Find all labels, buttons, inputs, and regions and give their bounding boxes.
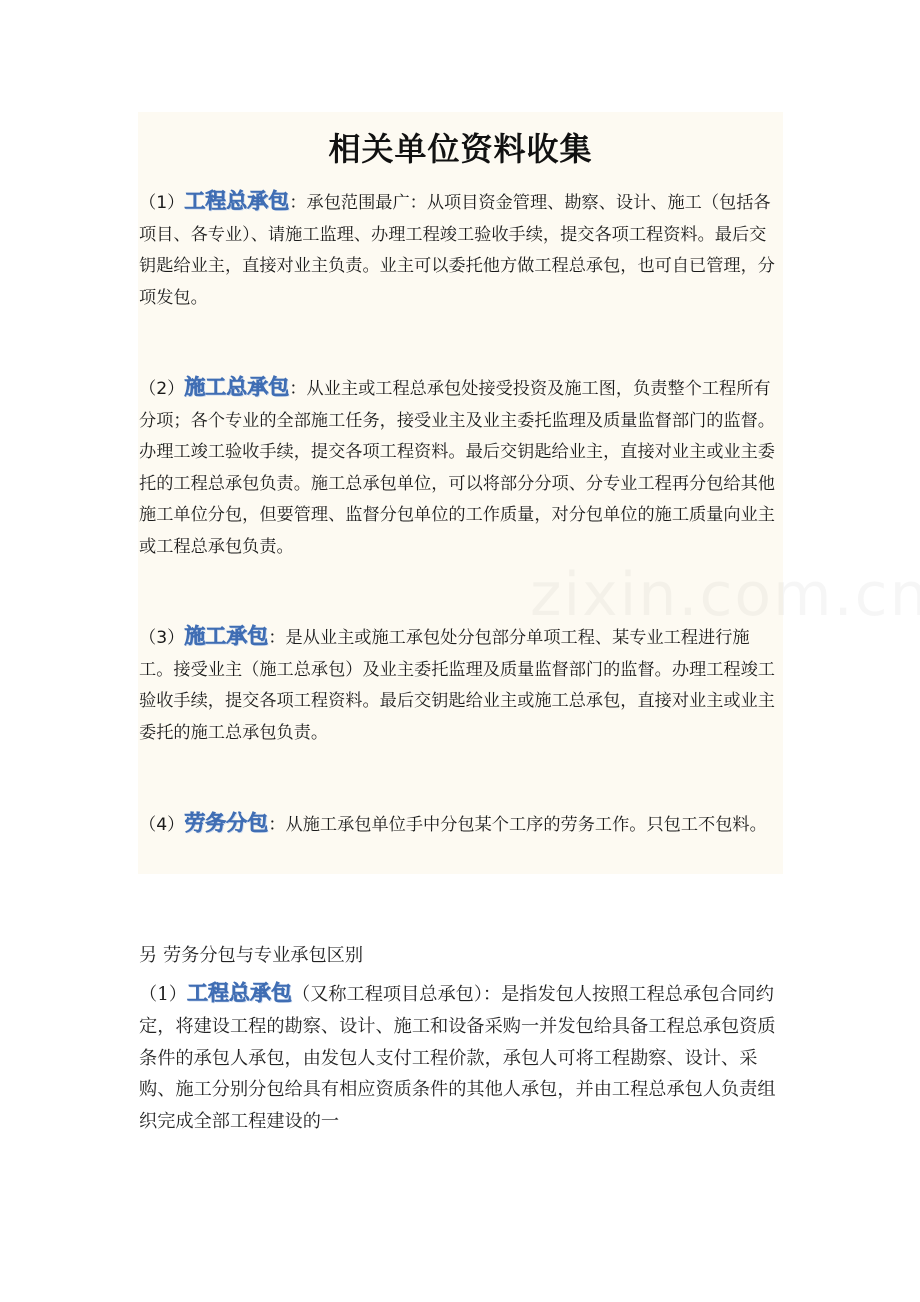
lower-section-1-number: （1） xyxy=(139,984,187,1005)
section-4 xyxy=(139,808,781,842)
section-2-text: ：从业主或工程总承包处接受投资及施工图，负责整个工程所有分项；各个专业的全部施工任务，接受业主及业主委托监理及质量监督部门的监督。办理工竣工验收手续，提交各项工程资料。最后交钥匙给业主，直接对业主或业主委托的工程总承包负责。施工总承包单位，可以将部分分项、分专业工程再分包给其他施工单位分包，但要管理、监督分包单位的工作质量，对分包单位的施工质量向业主或工程总承包负责。 xyxy=(139,379,775,557)
section-1-text: ：承包范围最广：从项目资金管理、勘察、设计、施工（包括各项目、各专业）、请施工监理、办理工程竣工验收手续，提交各项工程资料。最后交钥匙给业主，直接对业主负责。业主可以委托他方做工程总承包，也可自已管理，分项发包。 xyxy=(139,193,775,308)
section-4-text: ：从施工承包单位手中分包某个工序的劳务工作。只包工不包料。 xyxy=(268,815,767,835)
section-3-text: ：是从业主或施工承包处分包部分单项工程、某专业工程进行施工。接受业主（施工总承包）及业主委托监理及质量监督部门的监督。办理工程竣工验收手续，提交各项工程资料。最后交钥匙给业主或施工总承包，直接对业主或业主委托的施工总承包负责。 xyxy=(139,628,775,743)
watermark xyxy=(530,560,920,630)
section-4-number: （4） xyxy=(139,815,185,835)
section-4-label: 劳务分包 xyxy=(184,811,269,835)
section-1-number: （1） xyxy=(139,193,185,213)
section-2-label: 施工总承包 xyxy=(184,375,290,399)
section-1 xyxy=(139,186,781,314)
section-3-number: （3） xyxy=(139,628,185,648)
section-2-number: （2） xyxy=(139,379,185,399)
section-3-label: 施工承包 xyxy=(184,624,269,648)
page-title: 相关单位资料收集 xyxy=(328,130,593,168)
section-1-label: 工程总承包 xyxy=(184,189,290,213)
section-2 xyxy=(139,372,781,563)
lower-section-1-text: （又称工程项目总承包）：是指发包人按照工程总承包合同约定，将建设工程的勘察、设计、施工和设备采购一并发包给具备工程总承包资质条件的承包人承包，由发包人支付工程价款，承包人可将工程勘察、设计、采购、施工分别分包给具有相应资质条件的其他人承包，并由工程总承包人负责组织完成全部工程建设的一 xyxy=(139,984,776,1133)
lower-heading: 另 劳务分包与专业承包区别 xyxy=(139,945,364,966)
lower-section-1 xyxy=(139,978,779,1138)
section-3 xyxy=(139,621,781,749)
lower-section-1-label: 工程总承包 xyxy=(186,981,292,1005)
